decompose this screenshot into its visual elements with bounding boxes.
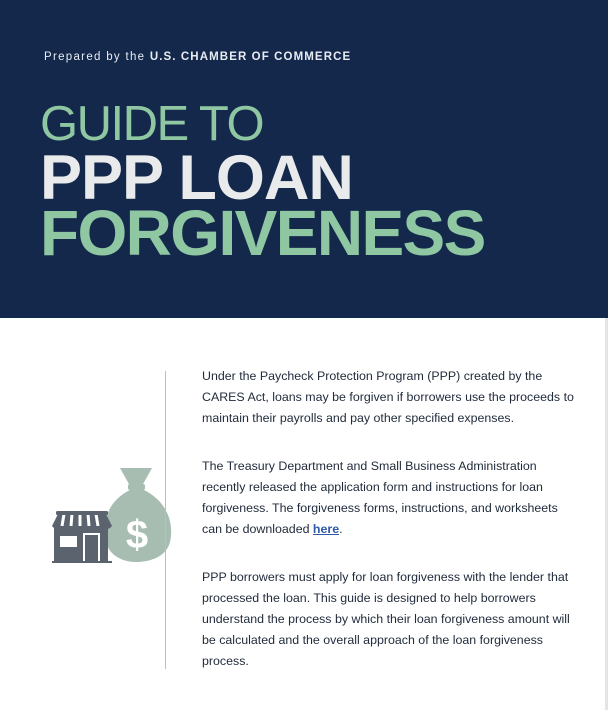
illustration xyxy=(50,464,176,564)
forms-paragraph xyxy=(202,456,574,540)
intro-paragraph: Under the Paycheck Protection Program (PPP) created by the CARES Act, loans may be forgiven if borrowers use the proceeds to maintain their payrolls and pay other specified expenses. xyxy=(202,369,574,425)
storefront-icon xyxy=(52,511,112,563)
title-forgiveness: FORGIVENESS xyxy=(40,197,485,269)
prepared-by-prefix: Prepared by the xyxy=(44,51,150,63)
store-money-illustration xyxy=(50,464,176,564)
title-guide-to: GUIDE TO xyxy=(40,97,264,151)
download-link[interactable]: here xyxy=(312,522,340,536)
organization-name: U.S. CHAMBER OF COMMERCE xyxy=(149,51,352,63)
vertical-divider xyxy=(165,371,166,669)
money-bag-icon xyxy=(105,468,171,562)
apply-paragraph: PPP borrowers must apply for loan forgiveness with the lender that processed the loan. This guide is designed to help borrowers understand the process by which their loan forgiveness amount will be calculated and the overall approach of the loan forgiveness process. xyxy=(202,570,570,668)
prepared-by-line xyxy=(44,51,351,63)
dollar-sign: $ xyxy=(125,513,149,557)
forms-paragraph-end: . xyxy=(339,522,343,536)
forms-paragraph-text: The Treasury Department and Small Business Administration recently released the application form and instructions for loan forgiveness. The forgiveness forms, instructions, and worksheets can be downloaded xyxy=(202,459,558,536)
cover-header xyxy=(0,0,608,318)
title-ppp-loan: PPP LOAN xyxy=(40,143,353,213)
